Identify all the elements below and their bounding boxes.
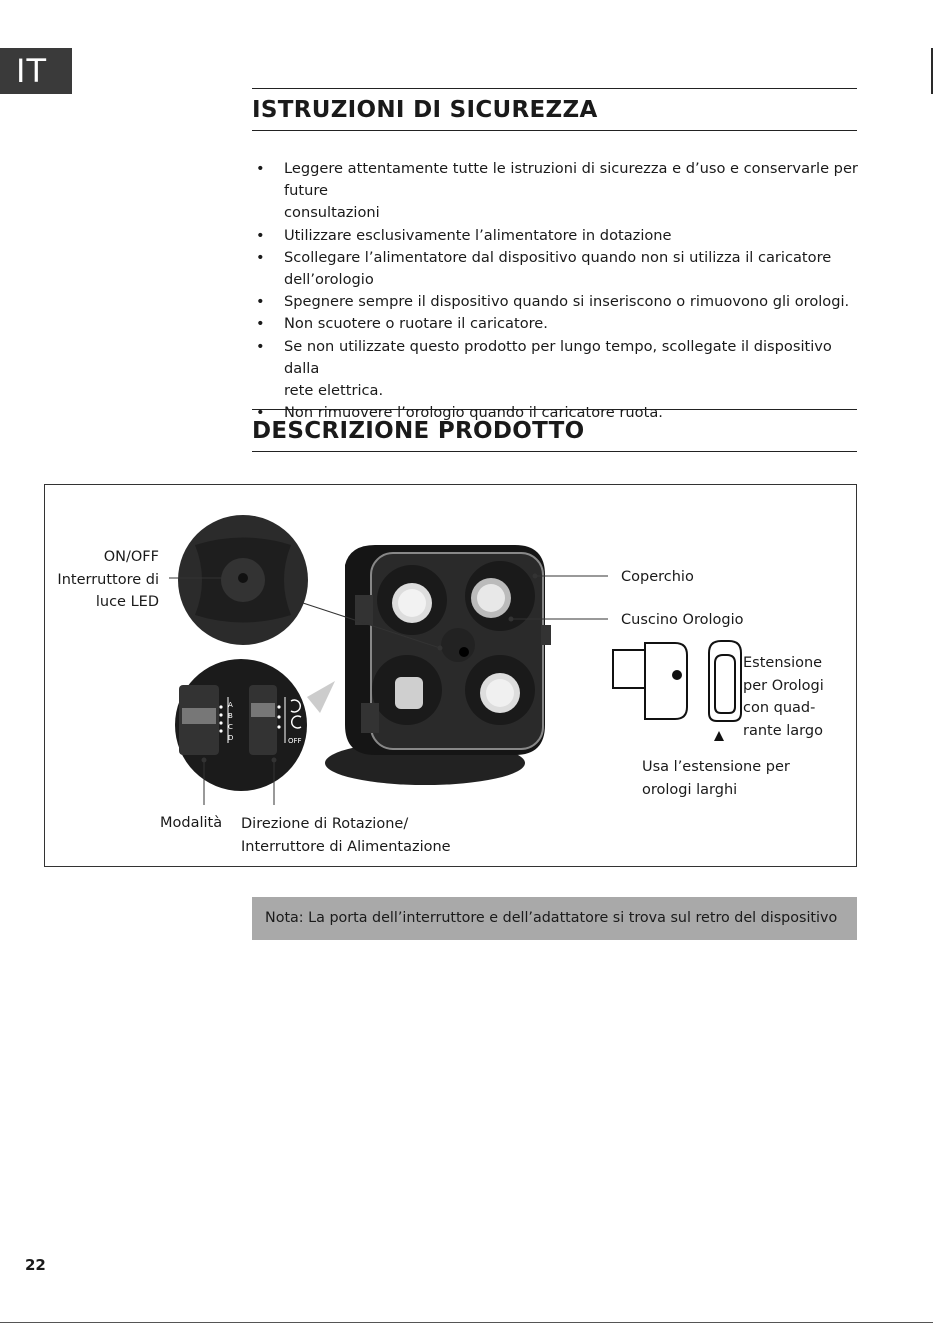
mode-mark-d: D (228, 734, 234, 742)
language-tab: IT (0, 48, 72, 94)
cuscino-label: Cuscino Orologio (621, 612, 744, 628)
list-item: • Non scuotere o ruotare il caricatore. (252, 313, 862, 335)
note-box: Nota: La porta dell’interruttore e dell’adattatore si trova sul retro del dispositivo (252, 897, 857, 940)
bottom-rule (0, 1322, 933, 1323)
coperchio-label: Coperchio (621, 569, 694, 585)
list-item: • Scollegare l’alimentatore dal dispositivo quando non si utilizza il caricatore dell’orologio (252, 247, 862, 291)
mode-mark-c: C (228, 723, 233, 731)
off-mark: OFF (288, 737, 302, 745)
product-illustration (45, 485, 858, 868)
led-button-zoom-illustration (178, 515, 308, 645)
usa-estensione-label: Usa l’estensione per orologi larghi (642, 759, 790, 798)
on-off-label: ON/OFF Interruttore di luce LED (57, 549, 159, 610)
safety-title: ISTRUZIONI DI SICUREZZA (252, 97, 598, 123)
mode-mark-a: A (228, 701, 233, 709)
list-item: • Utilizzare esclusivamente l’alimentatore in dotazione (252, 225, 862, 247)
direzione-label: Direzione di Rotazione/ Interruttore di Alimentazione (241, 816, 451, 855)
list-item: • Se non utilizzate questo prodotto per lungo tempo, scollegate il dispositivo dalla rete elettrica. (252, 336, 862, 403)
list-item: • Spegnere sempre il dispositivo quando si inseriscono o rimuovono gli orologi. (252, 291, 862, 313)
extension-illustration (613, 641, 741, 741)
list-item: • Leggere attentamente tutte le istruzioni di sicurezza e d’uso e conservarle per future consultazioni (252, 158, 862, 225)
mode-mark-b: B (228, 712, 233, 720)
switch-panel-zoom-illustration (175, 659, 335, 791)
modalita-label: Modalità (160, 815, 223, 831)
product-title: DESCRIZIONE PRODOTTO (252, 418, 585, 444)
product-figure (44, 484, 857, 867)
safety-list (252, 158, 862, 424)
watch-winder-illustration (325, 545, 551, 785)
safety-section-header (252, 88, 857, 131)
product-section-header (252, 409, 857, 452)
list-item: • Non rimuovere l’orologio quando il caricatore ruota. (252, 402, 862, 424)
estensione-label: Estensione per Orologi con quad- rante largo (743, 655, 824, 739)
page-number: 22 (25, 1256, 46, 1274)
